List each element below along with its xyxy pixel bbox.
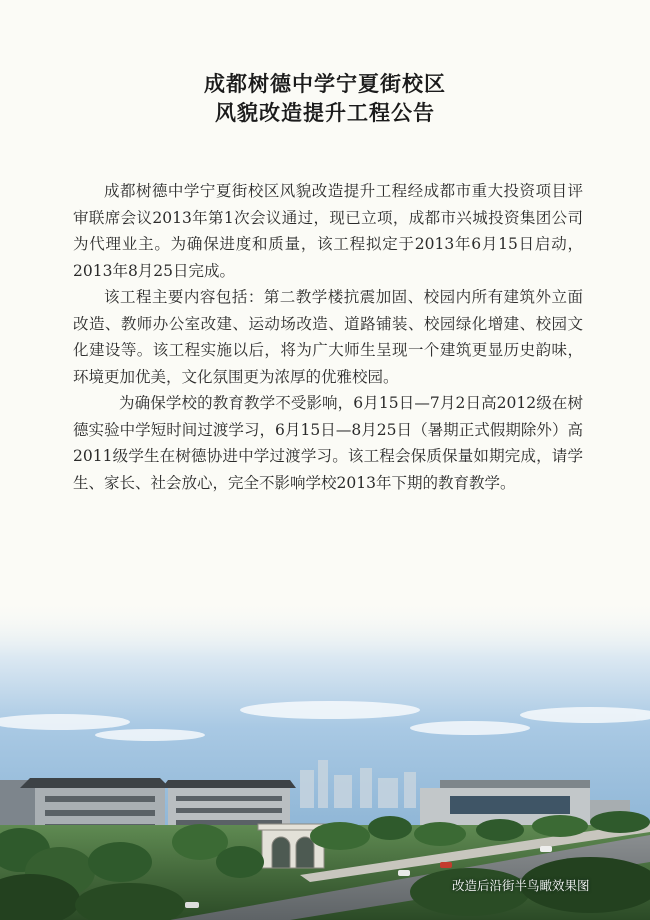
title-line-2: 风貌改造提升工程公告	[215, 100, 435, 125]
campus-rendering	[0, 600, 650, 920]
announcement-body	[73, 178, 583, 496]
image-caption: 改造后沿街半鸟瞰效果图	[452, 878, 590, 893]
paragraph-2: 该工程主要内容包括：第二教学楼抗震加固、校园内所有建筑外立面改造、教师办公室改建、运动场改造、道路铺装、校园绿化增建、校园文化建设等。该工程实施以后，将为广大师生呈现一个建筑更显历史韵味，环境更加优美，文化氛围更为浓厚的优雅校园。	[73, 288, 583, 386]
paragraph-1: 成都树德中学宁夏街校区风貌改造提升工程经成都市重大投资项目评审联席会议2013年第1次会议通过，现已立项，成都市兴城投资集团公司为代理业主。为确保进度和质量，该工程拟定于2013年6月15日启动，2013年8月25日完成。	[73, 182, 583, 280]
title-line-1: 成都树德中学宁夏街校区	[204, 71, 446, 96]
paragraph-3: 为确保学校的教育教学不受影响，6月15日—7月2日高2012级在树德实验中学短时间过渡学习，6月15日—8月25日（暑期正式假期除外）高2011级学生在树德协进中学过渡学习。该工程会保质保量如期完成，请学生、家长、社会放心，完全不影响学校2013年下期的教育教学。	[73, 394, 583, 492]
